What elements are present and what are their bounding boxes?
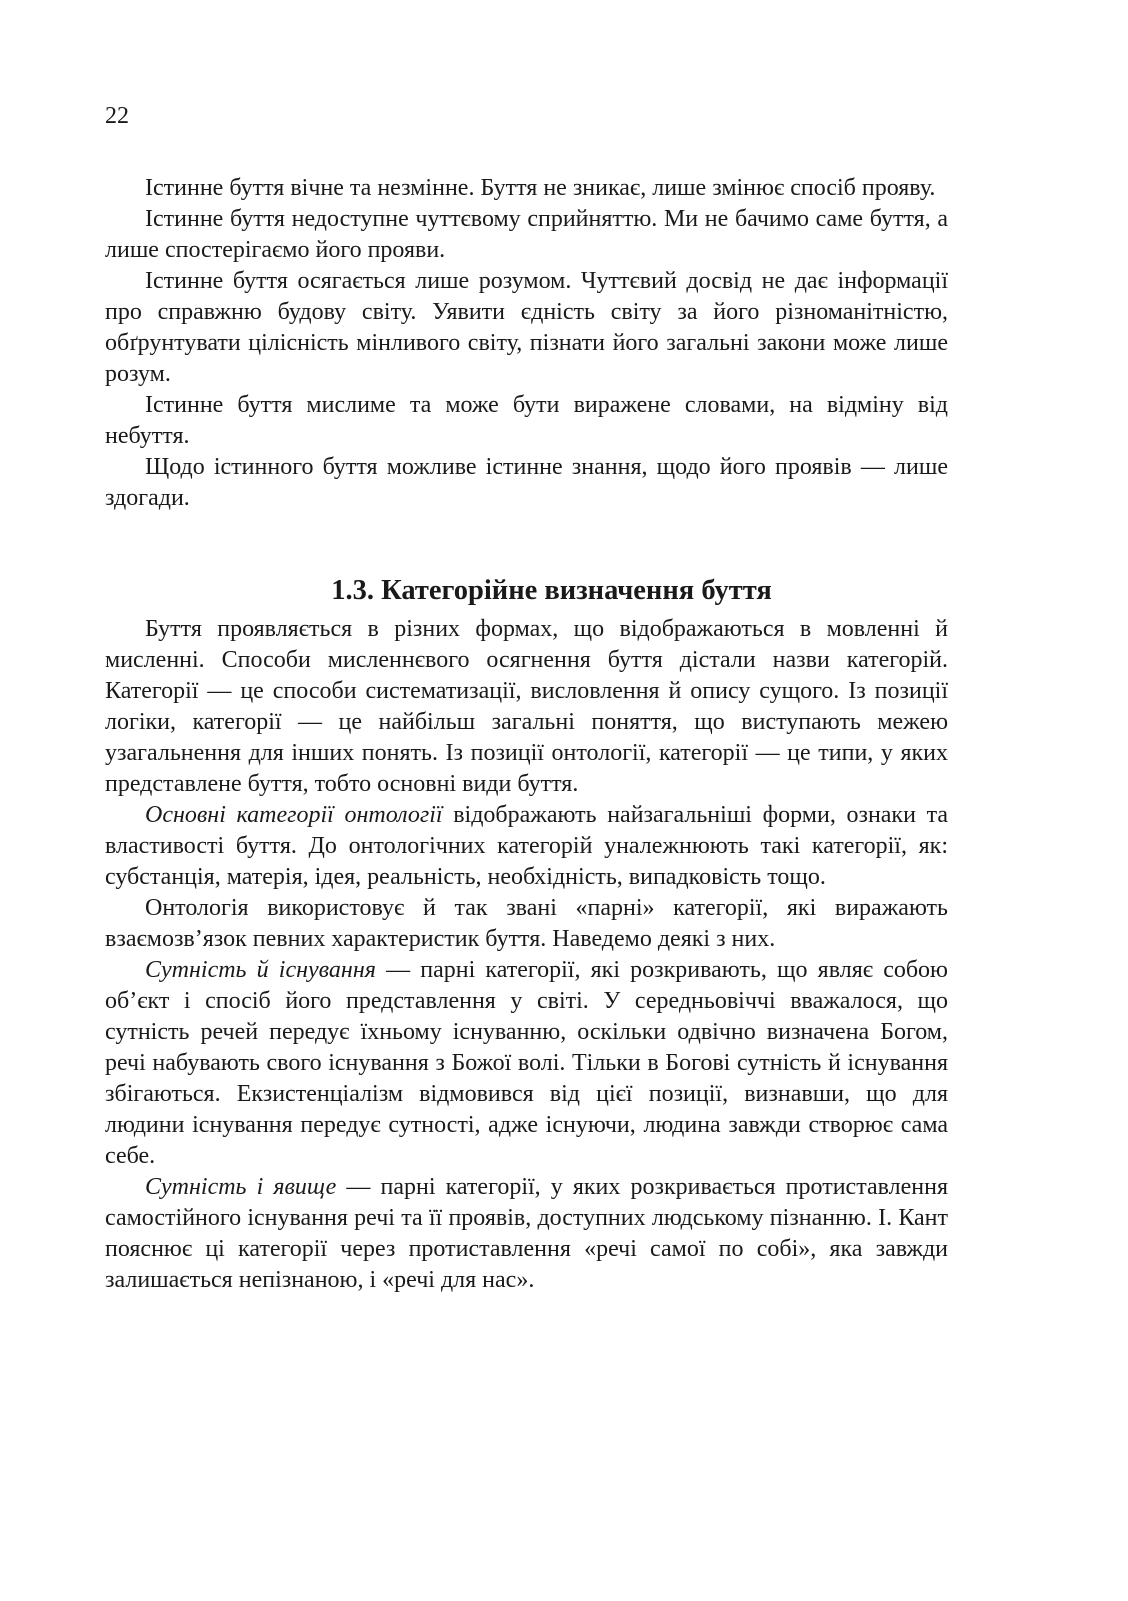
italic-term-essence-phenomenon: Сутність і явище	[145, 1174, 337, 1200]
paragraph-text: — парні категорії, які розкривають, що являє собою об’єкт і спосіб його представлення у світі. У середньовіччі вважалося, що сутність речей передує їхньому існуванню, оскільки одвічно визначена Богом, речі набувають свого існування з Божої волі. Тільки в Богові сутність й існування збігаються. Екзистенціалізм відмовився від цієї позиції, визнавши, що для людини існування передує сутності, адже існуючи, людина завжди створює сама себе.	[105, 957, 948, 1169]
italic-term-essence-existence: Сутність й існування	[145, 957, 376, 983]
paragraph-text: відображають найзагальніші форми, ознаки та властивості буття. До онтологічних категорій уналежнюють такі категорії, як: субстанція, матерія, ідея, реальність, необхідність, випадковість тощо.	[105, 802, 949, 890]
section-text-block	[105, 614, 948, 1296]
paragraph-ontology-categories	[105, 800, 948, 893]
italic-term-ontology-categories: Основні категорії онтології	[145, 802, 443, 828]
paragraph-essence-existence	[105, 955, 948, 1172]
paragraph-true-knowledge: Щодо істинного буття можливе істинне знання, щодо його проявів — лише здогади.	[105, 454, 948, 511]
paragraph-expressible-in-words: Істинне буття мислиме та може бути виражене словами, на відміну від небуття.	[105, 392, 948, 449]
paragraph-sensory-perception: Істинне буття недоступне чуттєвому сприйняттю. Ми не бачимо саме буття, а лише спостерігаємо його прояви.	[105, 206, 948, 263]
paragraph-text: — парні категорії, у яких розкривається протиставлення самостійного існування речі та її проявів, доступних людському пізнанню. І. Кант пояснює ці категорії через протиставлення «речі самої по собі», яка завжди залишається непізнаною, і «речі для нас».	[105, 1174, 948, 1293]
paragraph-eternal-being: Істинне буття вічне та незмінне. Буття не зникає, лише змінює спосіб прояву.	[145, 175, 936, 201]
paragraph-reason: Істинне буття осягається лише розумом. Чуттєвий досвід не дає інформації про справжню будову світу. Уявити єдність світу за його різноманітністю, обґрунтувати цілісність мінливого світу, пізнати його загальні закони може лише розум.	[105, 268, 948, 387]
intro-text-block	[105, 173, 948, 514]
paragraph-essence-phenomenon	[105, 1172, 948, 1296]
section-heading: 1.3. Категорійне визначення буття	[331, 575, 772, 606]
paragraph-categories-definition: Буття проявляється в різних формах, що відображаються в мовленні й мисленні. Способи мисленнєвого осягнення буття дістали назви категорій. Категорії — це способи систематизації, висловлення й опису сущого. Із позиції логіки, категорії — це найбільш загальні поняття, що виступають межею узагальнення для інших понять. Із позиції онтології, категорії — це типи, у яких представлене буття, тобто основні види буття.	[105, 616, 948, 797]
paragraph-paired-categories: Онтологія використовує й так звані «парні» категорії, які виражають взаємозв’язок певних характеристик буття. Наведемо деякі з них.	[105, 895, 948, 952]
page-number: 22	[105, 103, 129, 129]
